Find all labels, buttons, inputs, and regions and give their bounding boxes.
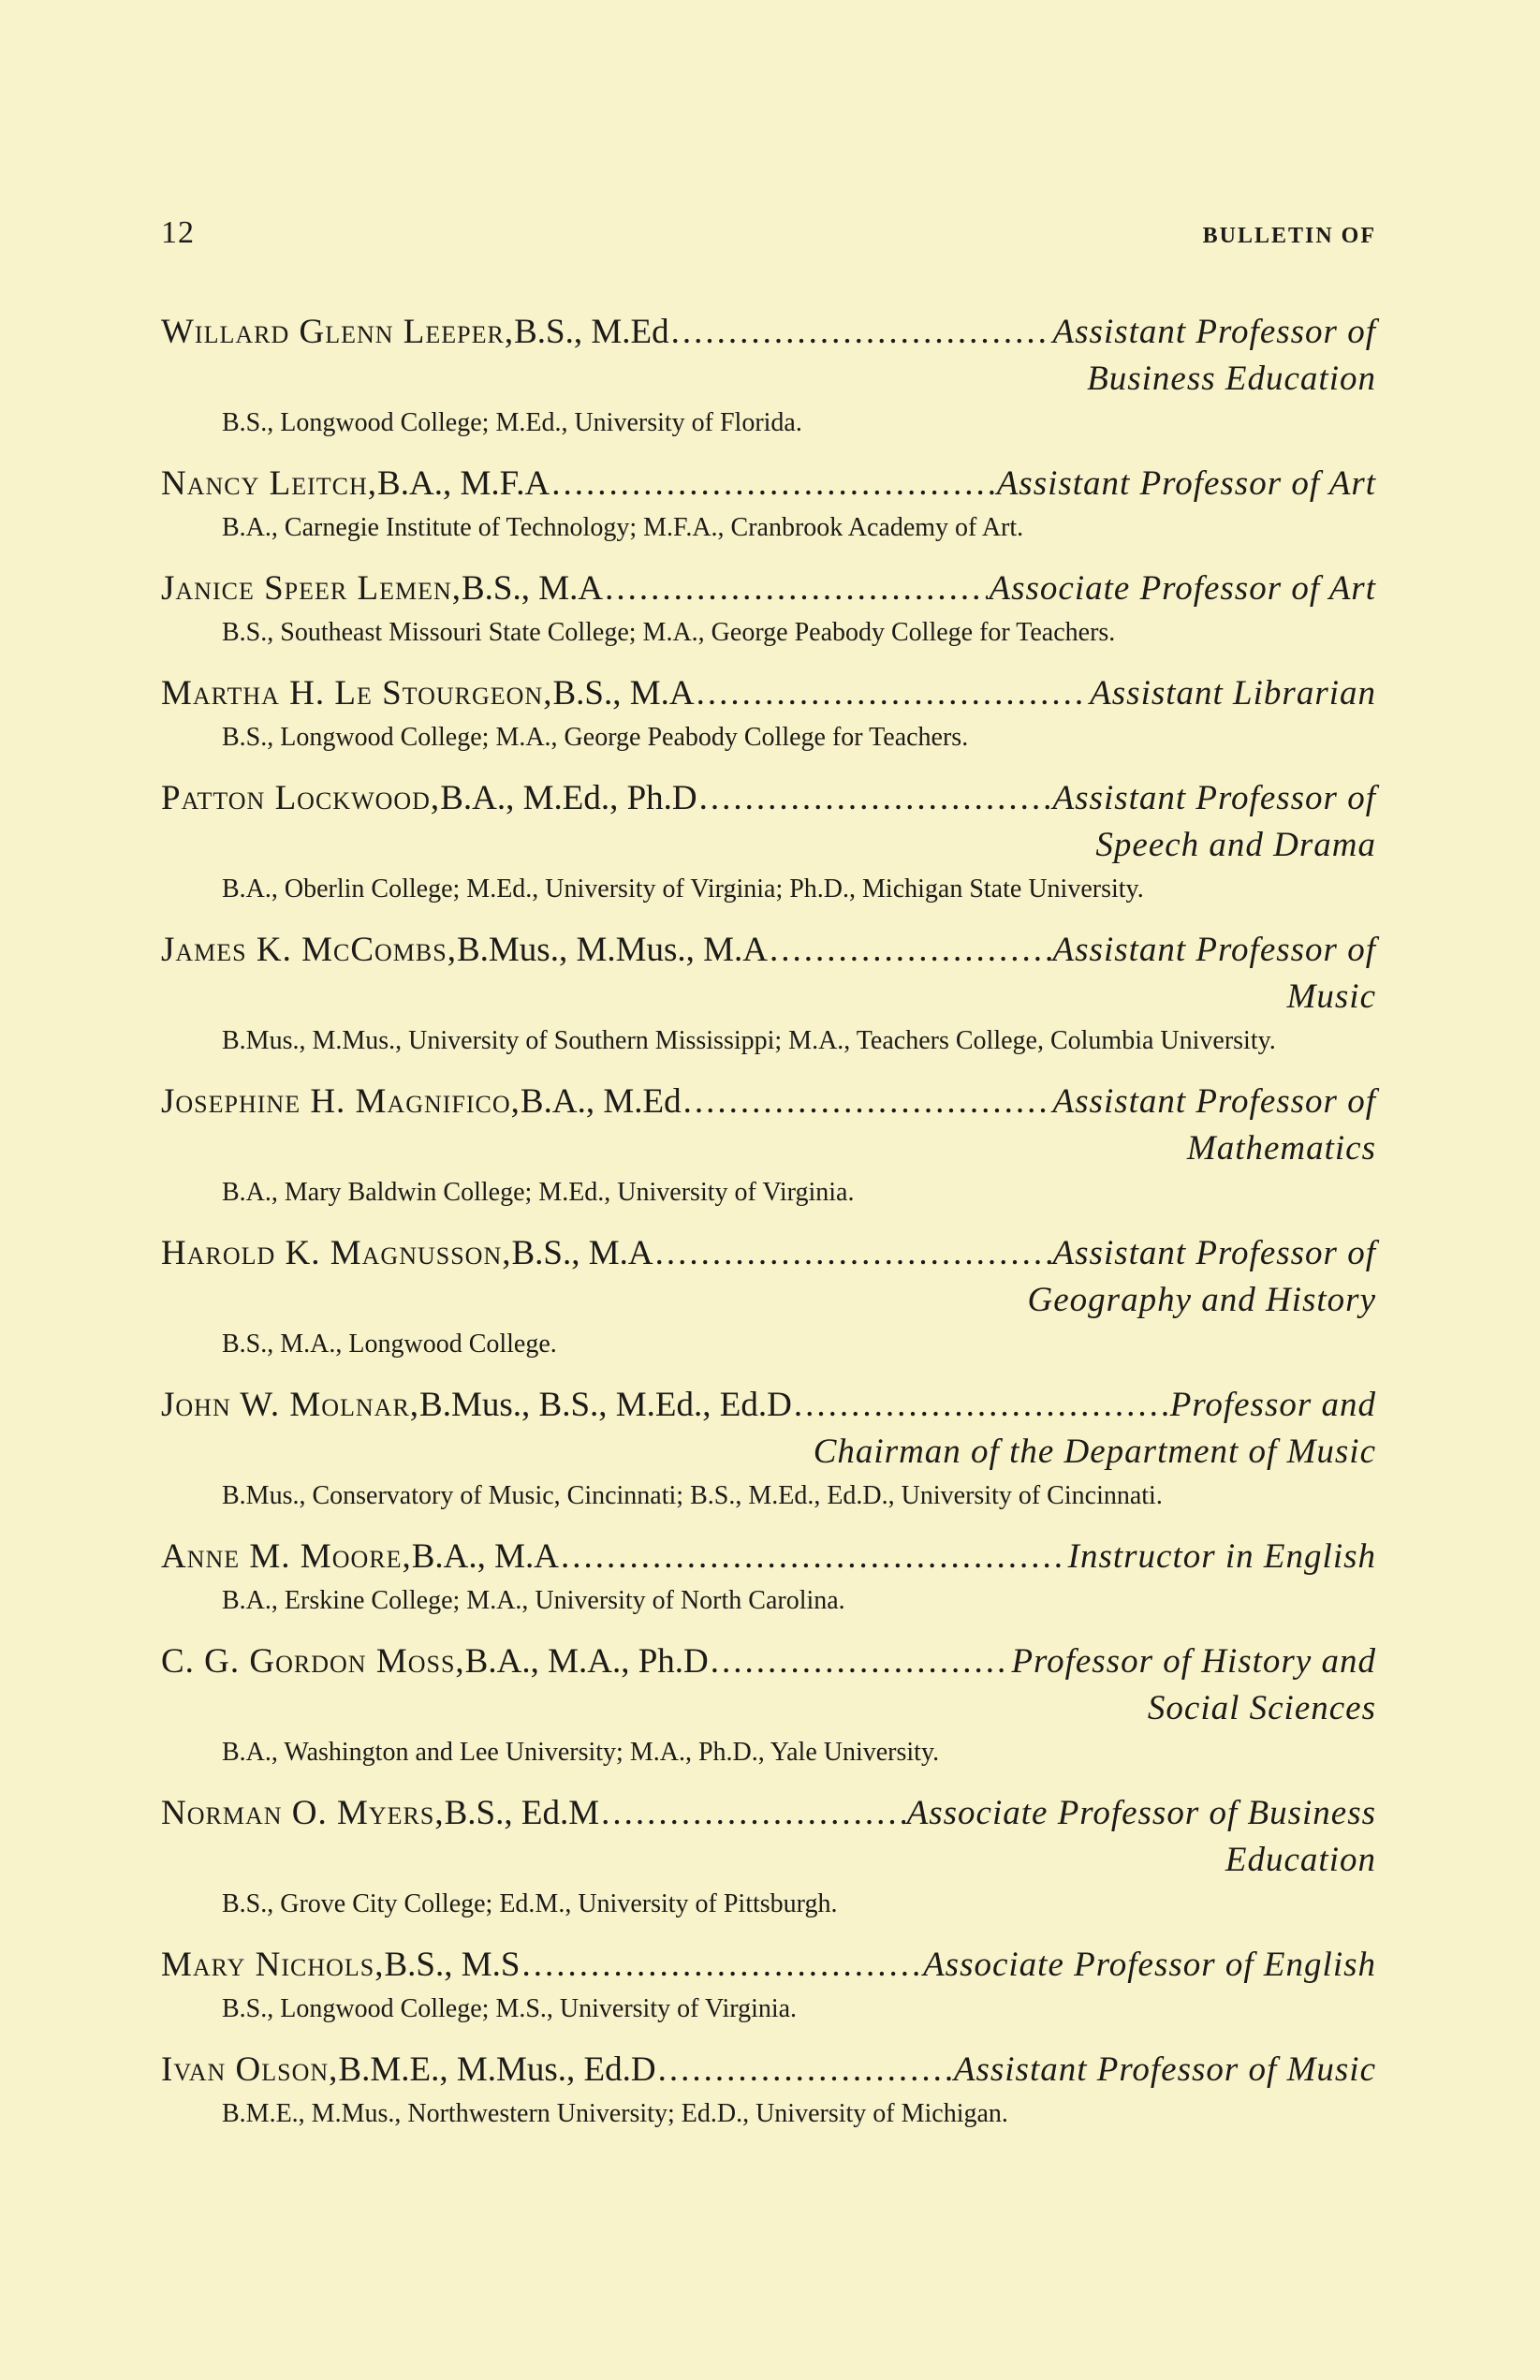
faculty-education: B.Mus., M.Mus., University of Southern Mississippi; M.A., Teachers College, Columbia University. bbox=[222, 1026, 1276, 1055]
faculty-title-continued: Business Education bbox=[1087, 360, 1376, 398]
faculty-name: Norman O. Myers, bbox=[161, 1794, 445, 1832]
dot-leader bbox=[683, 1079, 1051, 1125]
faculty-education: B.A., Washington and Lee University; M.A., Ph.D., Yale University. bbox=[222, 1738, 940, 1767]
faculty-title: Associate Professor of Art bbox=[989, 569, 1376, 608]
faculty-education: B.S., Longwood College; M.A., George Peabody College for Teachers. bbox=[222, 723, 969, 752]
faculty-entry bbox=[161, 1534, 1376, 1615]
faculty-name: Anne M. Moore, bbox=[161, 1537, 412, 1576]
faculty-title-continued: Geography and History bbox=[1027, 1281, 1376, 1319]
dot-leader bbox=[697, 670, 1089, 717]
page-number: 12 bbox=[161, 215, 195, 250]
faculty-title-continued: Social Sciences bbox=[1147, 1689, 1376, 1727]
entry-heading bbox=[161, 1534, 1376, 1580]
entry-heading bbox=[161, 461, 1376, 507]
faculty-entry bbox=[161, 309, 1376, 437]
faculty-title-continued: Speech and Drama bbox=[1095, 826, 1376, 864]
faculty-name: James K. McCombs, bbox=[161, 931, 457, 969]
faculty-title-continued: Music bbox=[1286, 977, 1376, 1016]
dot-leader bbox=[711, 1638, 1010, 1685]
faculty-entry bbox=[161, 1942, 1376, 2023]
faculty-entry bbox=[161, 461, 1376, 542]
faculty-title: Assistant Professor of Art bbox=[996, 464, 1376, 503]
faculty-name: Martha H. Le Stourgeon, bbox=[161, 674, 553, 713]
entry-heading bbox=[161, 775, 1376, 822]
faculty-degrees: B.S., Ed.M bbox=[444, 1794, 600, 1832]
faculty-education: B.S., Grove City College; Ed.M., University of Pittsburgh. bbox=[222, 1889, 838, 1918]
faculty-title: Associate Professor of Business bbox=[906, 1794, 1376, 1832]
faculty-title: Assistant Professor of bbox=[1052, 1234, 1376, 1272]
entry-heading bbox=[161, 1230, 1376, 1277]
faculty-education: B.S., Longwood College; M.Ed., University of Florida. bbox=[222, 408, 802, 437]
faculty-degrees: B.A., M.A bbox=[411, 1537, 560, 1576]
faculty-title-continued: Mathematics bbox=[1186, 1129, 1376, 1168]
faculty-degrees: B.A., M.F.A bbox=[377, 464, 550, 503]
faculty-degrees: B.S., M.A bbox=[462, 569, 604, 608]
dot-leader bbox=[521, 1942, 921, 1989]
faculty-education: B.Mus., Conservatory of Music, Cincinnati; B.S., M.Ed., Ed.D., University of Cincinnati. bbox=[222, 1481, 1163, 1510]
faculty-title-continued: Chairman of the Department of Music bbox=[813, 1432, 1376, 1471]
faculty-title: Assistant Professor of bbox=[1052, 779, 1376, 817]
faculty-degrees: B.Mus., M.Mus., M.A bbox=[456, 931, 769, 969]
faculty-degrees: B.A., M.Ed bbox=[520, 1082, 682, 1121]
faculty-name: Ivan Olson, bbox=[161, 2050, 339, 2089]
faculty-degrees: B.S., M.A bbox=[511, 1234, 653, 1272]
faculty-education: B.A., Mary Baldwin College; M.Ed., University of Virginia. bbox=[222, 1178, 855, 1207]
faculty-entry bbox=[161, 566, 1376, 647]
faculty-degrees: B.S., M.A bbox=[552, 674, 695, 713]
entry-heading bbox=[161, 1790, 1376, 1837]
faculty-name: C. G. Gordon Moss, bbox=[161, 1642, 465, 1681]
faculty-entry bbox=[161, 927, 1376, 1055]
faculty-education: B.A., Oberlin College; M.Ed., University of Virginia; Ph.D., Michigan State University. bbox=[222, 874, 1144, 904]
entry-heading bbox=[161, 1638, 1376, 1685]
dot-leader bbox=[699, 775, 1051, 822]
faculty-title: Professor and bbox=[1169, 1386, 1376, 1424]
running-head: BULLETIN OF bbox=[1202, 224, 1376, 248]
faculty-degrees: B.S., M.S bbox=[384, 1946, 521, 1984]
faculty-education: B.A., Carnegie Institute of Technology; M.F.A., Cranbrook Academy of Art. bbox=[222, 513, 1024, 542]
faculty-entry bbox=[161, 2047, 1376, 2128]
faculty-degrees: B.Mus., B.S., M.Ed., Ed.D bbox=[419, 1386, 792, 1424]
faculty-title: Assistant Professor of bbox=[1052, 313, 1376, 351]
faculty-entry bbox=[161, 1230, 1376, 1359]
faculty-name: Patton Lockwood, bbox=[161, 779, 441, 817]
dot-leader bbox=[794, 1382, 1168, 1429]
faculty-degrees: B.M.E., M.Mus., Ed.D bbox=[338, 2050, 656, 2089]
dot-leader bbox=[671, 309, 1051, 356]
faculty-education: B.M.E., M.Mus., Northwestern University; Ed.D., University of Michigan. bbox=[222, 2099, 1008, 2128]
faculty-title-continued: Education bbox=[1225, 1841, 1376, 1879]
faculty-education: B.S., Southeast Missouri State College; M.A., George Peabody College for Teachers. bbox=[222, 618, 1116, 647]
page-header bbox=[161, 215, 1376, 251]
entry-heading bbox=[161, 670, 1376, 717]
faculty-title: Instructor in English bbox=[1067, 1537, 1376, 1576]
dot-leader bbox=[551, 461, 995, 507]
faculty-name: Josephine H. Magnifico, bbox=[161, 1082, 521, 1121]
dot-leader bbox=[601, 1790, 905, 1837]
entry-heading bbox=[161, 2047, 1376, 2094]
dot-leader bbox=[658, 2047, 952, 2094]
faculty-title: Assistant Professor of bbox=[1052, 931, 1376, 969]
faculty-name: Nancy Leitch, bbox=[161, 464, 378, 503]
faculty-name: John W. Molnar, bbox=[161, 1386, 420, 1424]
faculty-list bbox=[161, 309, 1376, 2128]
faculty-education: B.S., Longwood College; M.S., University of Virginia. bbox=[222, 1994, 798, 2023]
faculty-title: Professor of History and bbox=[1011, 1642, 1376, 1681]
faculty-education: B.A., Erskine College; M.A., University of North Carolina. bbox=[222, 1586, 845, 1615]
entry-heading bbox=[161, 566, 1376, 612]
faculty-entry bbox=[161, 1079, 1376, 1207]
dot-leader bbox=[655, 1230, 1051, 1277]
faculty-entry bbox=[161, 1638, 1376, 1767]
entry-heading bbox=[161, 927, 1376, 974]
faculty-name: Harold K. Magnusson, bbox=[161, 1234, 512, 1272]
faculty-title: Assistant Professor of Music bbox=[953, 2050, 1376, 2089]
faculty-entry bbox=[161, 1382, 1376, 1510]
faculty-title: Assistant Professor of bbox=[1052, 1082, 1376, 1121]
faculty-degrees: B.A., M.A., Ph.D bbox=[464, 1642, 709, 1681]
faculty-name: Willard Glenn Leeper, bbox=[161, 313, 515, 351]
entry-heading bbox=[161, 1942, 1376, 1989]
faculty-degrees: B.A., M.Ed., Ph.D bbox=[440, 779, 697, 817]
faculty-degrees: B.S., M.Ed bbox=[514, 313, 669, 351]
faculty-entry bbox=[161, 775, 1376, 904]
entry-heading bbox=[161, 309, 1376, 356]
faculty-name: Mary Nichols, bbox=[161, 1946, 385, 1984]
dot-leader bbox=[561, 1534, 1066, 1580]
entry-heading bbox=[161, 1079, 1376, 1125]
faculty-entry bbox=[161, 670, 1376, 752]
faculty-title: Associate Professor of English bbox=[923, 1946, 1376, 1984]
entry-heading bbox=[161, 1382, 1376, 1429]
document-page bbox=[161, 215, 1376, 2152]
dot-leader bbox=[605, 566, 987, 612]
faculty-entry bbox=[161, 1790, 1376, 1918]
faculty-title: Assistant Librarian bbox=[1090, 674, 1376, 713]
faculty-education: B.S., M.A., Longwood College. bbox=[222, 1330, 557, 1359]
dot-leader bbox=[770, 927, 1051, 974]
faculty-name: Janice Speer Lemen, bbox=[161, 569, 462, 608]
